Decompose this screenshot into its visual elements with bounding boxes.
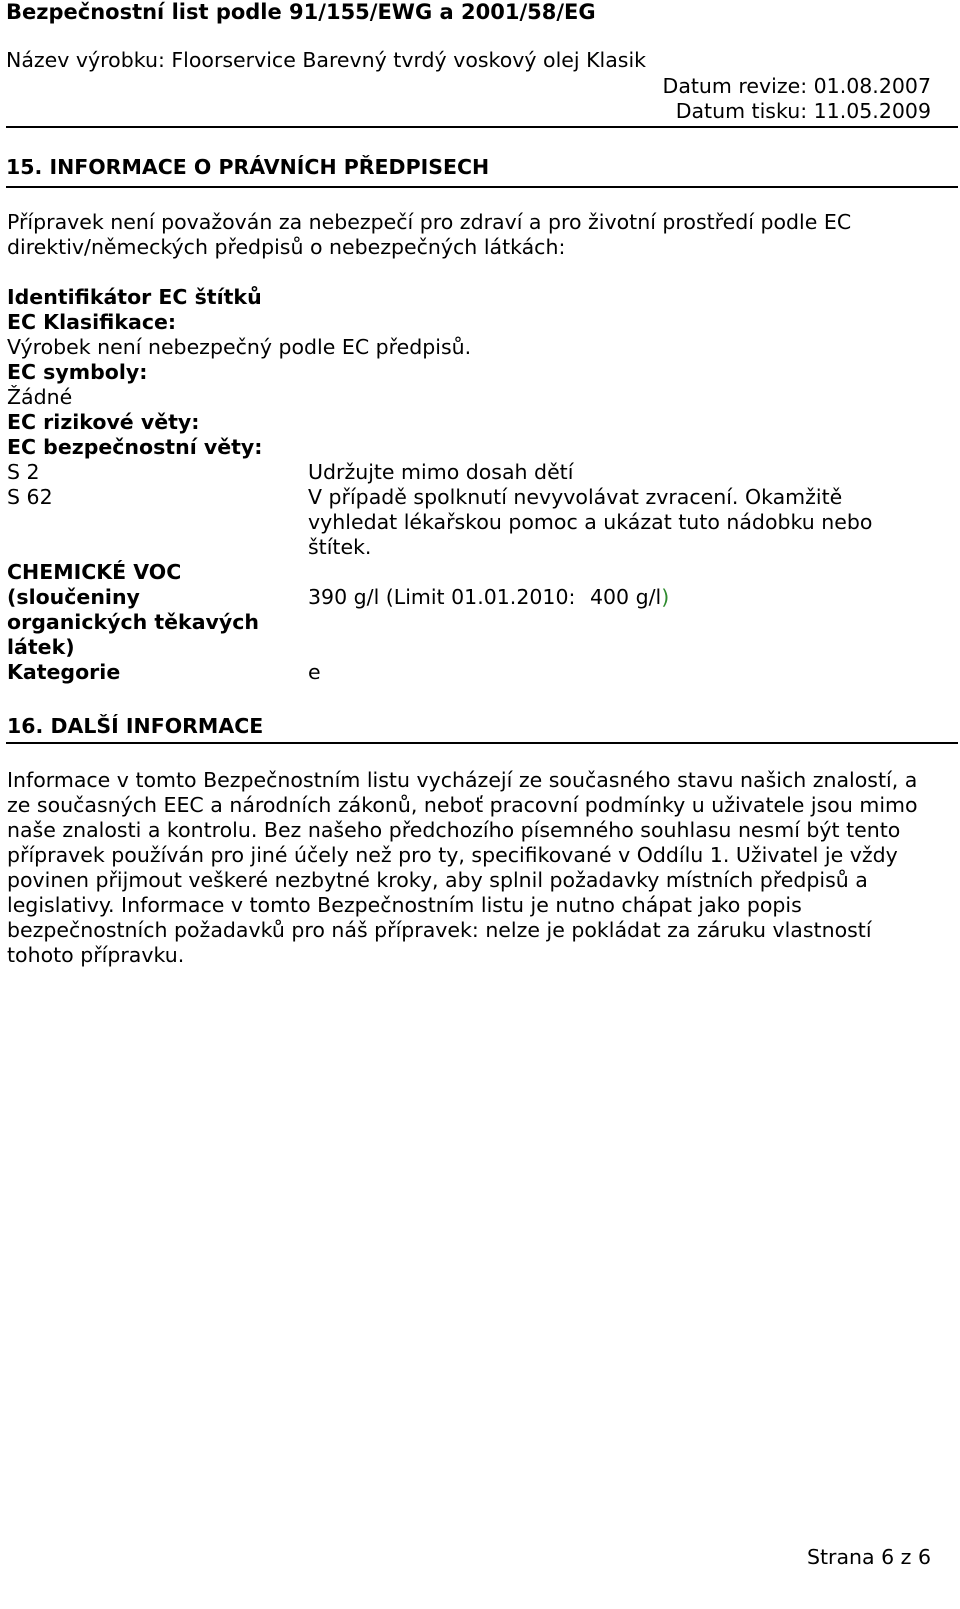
section-15-intro-line-1: Přípravek není považován za nebezpečí pro zdraví a pro životní prostředí podle EC <box>7 210 852 234</box>
page-number: Strana 6 z 6 <box>807 1545 931 1569</box>
section-16-line: tohoto přípravku. <box>7 943 185 967</box>
ec-safety-phrases-label: EC bezpečnostní věty: <box>7 435 263 459</box>
section-15-heading: 15. INFORMACE O PRÁVNÍCH PŘEDPISECH <box>6 155 490 179</box>
section-16-line: bezpečnostních požadavků pro náš přípravek: nelze je pokládat za záruku vlastností <box>7 918 872 942</box>
section-16-line: Informace v tomto Bezpečnostním listu vycházejí ze současného stavu našich znalostí, a <box>7 768 918 792</box>
section-16-line: povinen přijmout veškeré nezbytné kroky, aby splnil požadavky místních předpisů a <box>7 868 868 892</box>
voc-value-text: 390 g/l (Limit 01.01.2010: <box>308 585 576 609</box>
category-label: Kategorie <box>7 660 121 684</box>
section-16-line: legislativy. Informace v tomto Bezpečnostním listu je nutno chápat jako popis <box>7 893 802 917</box>
voc-value <box>308 585 669 610</box>
ec-symbols-label: EC symboly: <box>7 360 148 384</box>
header-rule <box>6 126 958 128</box>
ec-classification-label: EC Klasifikace: <box>7 310 177 334</box>
safety-phrase-text: štítek. <box>308 535 372 559</box>
document-title: Bezpečnostní list podle 91/155/EWG a 2001/58/EG <box>6 0 596 24</box>
voc-paren: ) <box>661 585 670 609</box>
category-value: e <box>308 660 321 684</box>
section-16-line: naše znalosti a kontrolu. Bez našeho předchozího písemného souhlasu nesmí být tento <box>7 818 901 842</box>
voc-label-line: látek) <box>7 635 75 659</box>
safety-phrase-code: S 62 <box>7 485 53 509</box>
section-16-line: ze současných EEC a národních zákonů, neboť pracovní podmínky u uživatele jsou mimo <box>7 793 918 817</box>
voc-limit: 400 g/l <box>589 585 662 609</box>
revision-date: Datum revize: 01.08.2007 <box>662 74 931 98</box>
safety-phrase-text: vyhledat lékařskou pomoc a ukázat tuto nádobku nebo <box>308 510 873 534</box>
section-15-rule <box>6 186 958 188</box>
voc-label-line: organických těkavých <box>7 610 259 634</box>
ec-risk-phrases-label: EC rizikové věty: <box>7 410 200 434</box>
safety-phrase-code: S 2 <box>7 460 40 484</box>
section-16-line: přípravek používán pro jiné účely než pro ty, specifikované v Oddílu 1. Uživatel je vždy <box>7 843 898 867</box>
voc-label-line: (sloučeniny <box>7 585 140 609</box>
ec-symbols-value: Žádné <box>7 385 73 409</box>
section-16-heading: 16. DALŠÍ INFORMACE <box>7 714 264 738</box>
ec-classification-value: Výrobek není nebezpečný podle EC předpisů. <box>7 335 472 359</box>
safety-phrase-text: Udržujte mimo dosah dětí <box>308 460 574 484</box>
product-name: Název výrobku: Floorservice Barevný tvrdý voskový olej Klasik <box>6 48 647 72</box>
safety-phrase-text: V případě spolknutí nevyvolávat zvracení. Okamžitě <box>308 485 843 509</box>
print-date: Datum tisku: 11.05.2009 <box>675 99 931 123</box>
ec-label-identifier: Identifikátor EC štítků <box>7 285 262 309</box>
voc-label-line: CHEMICKÉ VOC <box>7 560 182 584</box>
section-15-intro-line-2: direktiv/německých předpisů o nebezpečných látkách: <box>7 235 566 259</box>
section-16-rule <box>6 742 958 744</box>
